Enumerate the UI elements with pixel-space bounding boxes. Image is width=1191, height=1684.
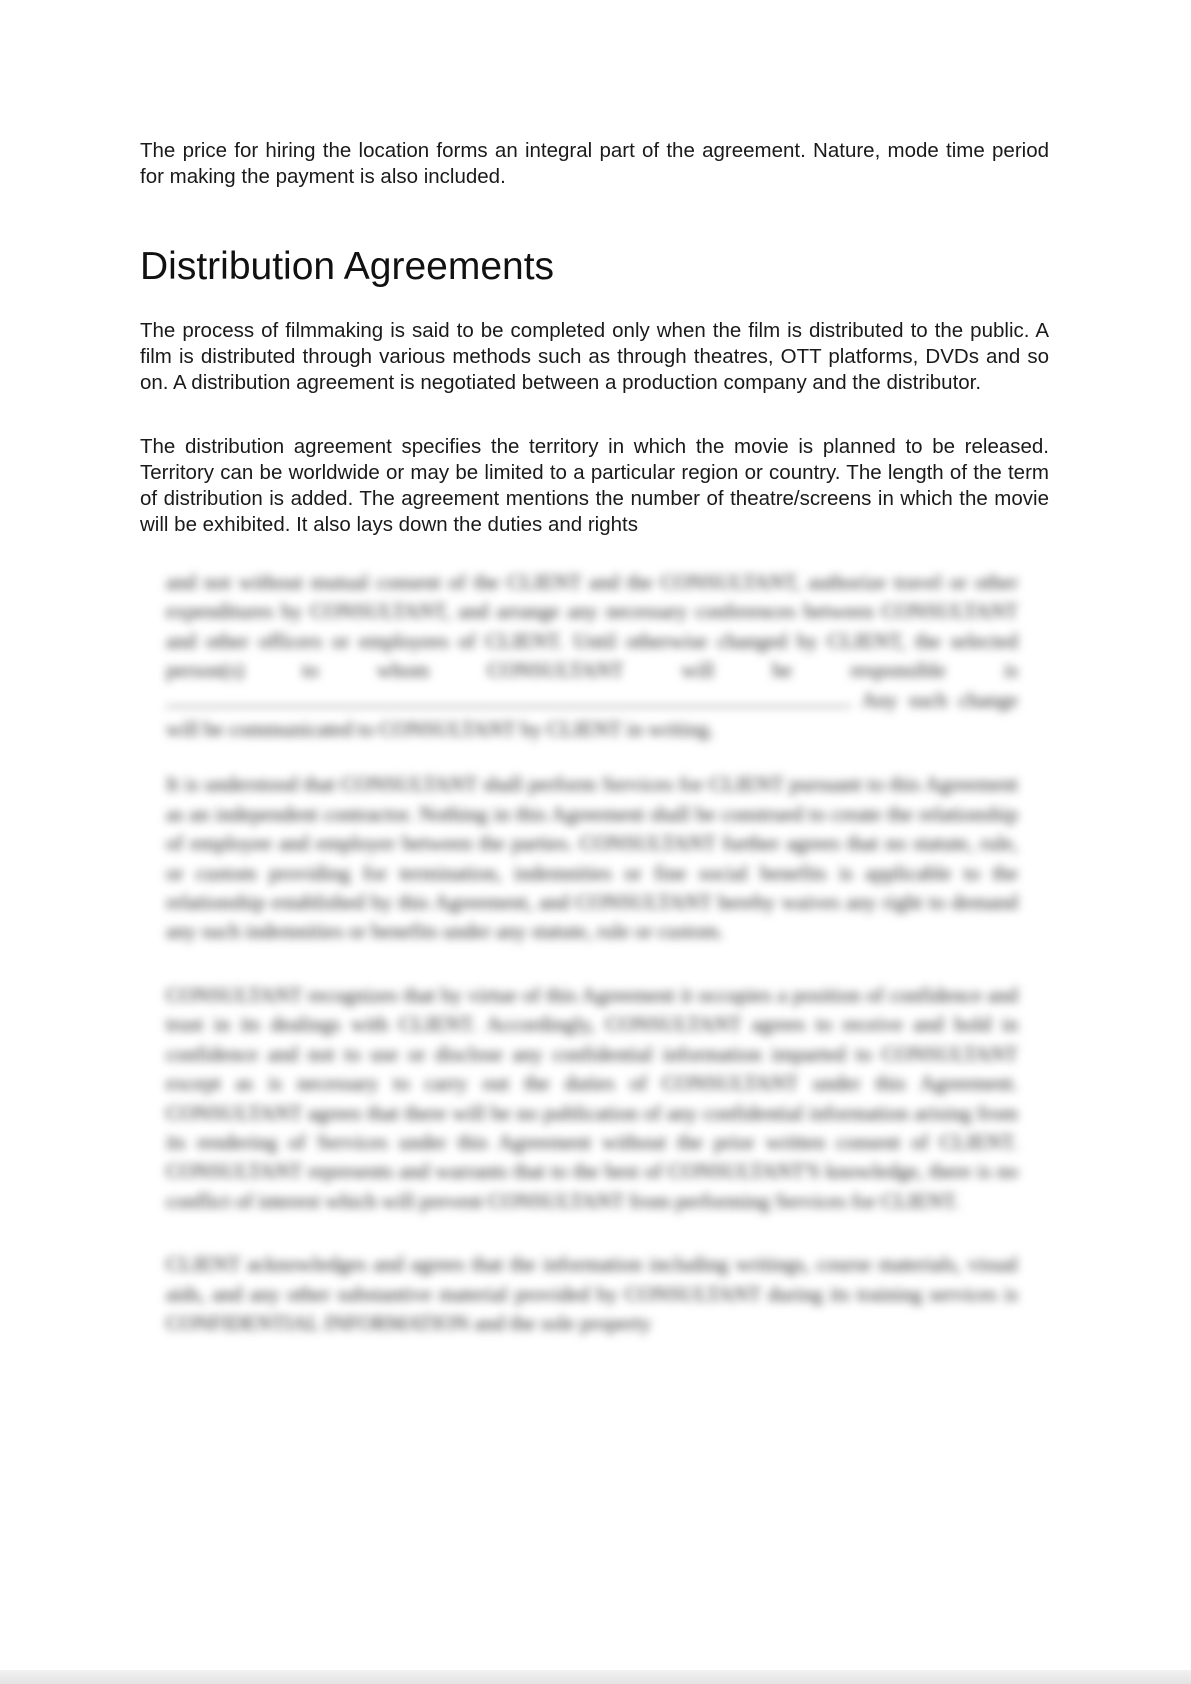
page-bottom-edge [0, 1670, 1191, 1684]
blurred-block-1 [166, 568, 1018, 744]
distribution-paragraph-2: The distribution agreement specifies the territory in which the movie is planned to be released. Territory can be worldwide or may be limited to a particular region or country. The length of the term of distribution is added. The agreement mentions the number of theatre/screens in which the movie will be exhibited. It also lays down the duties and rights [140, 435, 1049, 536]
section-heading: Distribution Agreements [140, 245, 555, 288]
distribution-paragraph-2-container [140, 434, 1049, 538]
blurred-block-3: CONSULTANT recognizes that by virtue of this Agreement it occupies a position of confidence and trust in its dealings with CLIENT. Accordingly, CONSULTANT agrees to receive and hold in confidence and not to use or disclose any confidential information imparted to CONSULTANT except as is necessary to carry out the duties of CONSULTANT under this Agreement. CONSULTANT agrees that there will be no publication of any confidential information arising from its rendering of Services under this Agreement without the prior written consent of CLIENT. CONSULTANT represents and warrants that to the best of CONSULTANT'S knowledge, there is no conflict of interest which will prevent CONSULTANT from performing Services for CLIENT. [166, 982, 1018, 1213]
document-content [140, 138, 1049, 538]
blurred-block-4: CLIENT acknowledges and agrees that the information including writings, course materials, visual aids, and any other substantive material provided by CONSULTANT during its training services is CONFIDENTIAL INFORMATION and the sole property [166, 1252, 1018, 1335]
distribution-paragraph-1: The process of filmmaking is said to be completed only when the film is distributed to the public. A film is distributed through various methods such as through theatres, OTT platforms, DVDs and so on. A distribution agreement is negotiated between a production company and the distributor. [140, 319, 1049, 394]
intro-paragraph: The price for hiring the location forms an integral part of the agreement. Nature, mode time period for making the payment is also included. [140, 139, 1049, 188]
blurred-block-1b: . Any such change will be communicated to CONSULTANT by CLIENT in writing. [166, 687, 1018, 742]
blank-line [166, 688, 846, 707]
blurred-block-1a: and not without mutual consent of the CLIENT and the CONSULTANT, authorize travel or other expenditures by CONSULTANT, and arrange any necessary conferences between CONSULTANT and other officers or employees of CLIENT. Until otherwise changed by CLIENT, the selected person(s) to whom CONSULTANT will be responsible is [166, 570, 1018, 683]
blurred-preview-region [166, 568, 1018, 1472]
blurred-block-2: It is understood that CONSULTANT shall perform Services for CLIENT pursuant to this Agreement as an independent contractor. Nothing in this Agreement shall be construed to create the relationship of employee and employer between the parties. CONSULTANT further agrees that no statute, rule, or custom providing for termination, indemnities or fine social benefits is applicable to the relationship established by this Agreement, and CONSULTANT hereby waives any right to demand any such indemnities or benefits under any statute, rule or custom. [166, 772, 1018, 944]
